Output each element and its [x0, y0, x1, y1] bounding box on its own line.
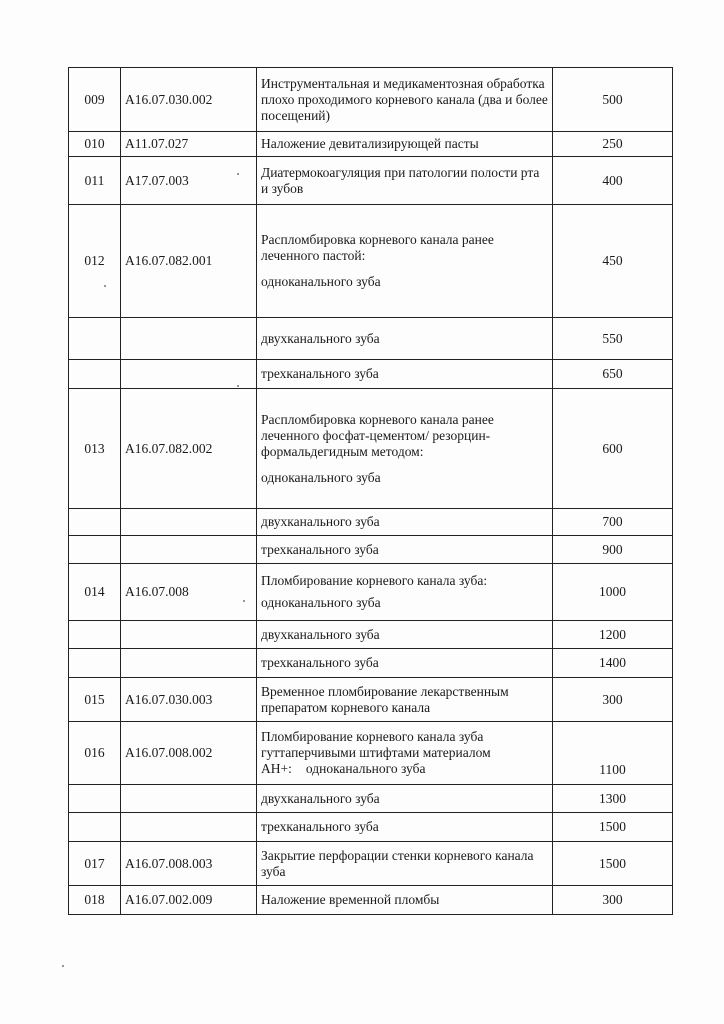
- service-description: Диатермокоагуляция при патологии полости рта и зубов: [257, 157, 553, 205]
- service-description: [257, 205, 553, 318]
- row-number: 013: [69, 389, 121, 509]
- scan-speck: [243, 600, 245, 602]
- scan-speck: [237, 173, 239, 175]
- service-code: A16.07.030.003: [121, 678, 257, 722]
- service-code: A16.07.030.002: [121, 68, 257, 132]
- service-price: 250: [553, 132, 673, 157]
- service-code: A16.07.002.009: [121, 886, 257, 915]
- service-description: Наложение временной пломбы: [257, 886, 553, 915]
- row-number: 016: [69, 722, 121, 785]
- empty-cell: [69, 813, 121, 842]
- service-description: трехканального зуба: [257, 649, 553, 678]
- service-code: A16.07.082.001: [121, 205, 257, 318]
- description-text: Распломбировка корневого канала ранее леченного пастой:: [261, 232, 494, 263]
- empty-cell: [121, 360, 257, 389]
- service-price: 650: [553, 360, 673, 389]
- service-description: двухканального зуба: [257, 318, 553, 360]
- empty-cell: [121, 649, 257, 678]
- description-text: Пломбирование корневого канала зуба гуттаперчивыми штифтами материалом АН+:: [261, 729, 491, 776]
- service-description: Наложение девитализирующей пасты: [257, 132, 553, 157]
- empty-cell: [121, 813, 257, 842]
- service-description: Закрытие перфорации стенки корневого канала зуба: [257, 842, 553, 886]
- table-row: [69, 132, 673, 157]
- service-code: A16.07.082.002: [121, 389, 257, 509]
- service-price: 500: [553, 68, 673, 132]
- empty-cell: [69, 536, 121, 564]
- empty-cell: [121, 318, 257, 360]
- service-price: 1200: [553, 621, 673, 649]
- table-row: [69, 205, 673, 318]
- service-price: 300: [553, 678, 673, 722]
- scan-speck: [104, 285, 106, 287]
- table-row: [69, 649, 673, 678]
- variant-label: одноканального зуба: [261, 469, 381, 485]
- description-text: Пломбирование корневого канала зуба:: [261, 573, 488, 588]
- row-number: 014: [69, 564, 121, 621]
- service-price: 300: [553, 886, 673, 915]
- variant-label: одноканального зуба: [305, 761, 426, 776]
- table-row: [69, 509, 673, 536]
- variant-label: одноканального зуба: [261, 595, 381, 610]
- table-row: [69, 318, 673, 360]
- empty-cell: [121, 536, 257, 564]
- table-row: [69, 813, 673, 842]
- service-description: [257, 389, 553, 509]
- service-description: [257, 564, 553, 621]
- description-text: Распломбировка корневого канала ранее леченного фосфат-цементом/ резорцин-формальдегидным методом:: [261, 411, 494, 459]
- service-description: Инструментальная и медикаментозная обработка плохо проходимого корневого канала (два и более посещений): [257, 68, 553, 132]
- row-number: 012: [69, 205, 121, 318]
- table-row: [69, 785, 673, 813]
- service-price: 900: [553, 536, 673, 564]
- scan-speck: [237, 385, 239, 387]
- service-price: 600: [553, 389, 673, 509]
- service-code: A16.07.008: [121, 564, 257, 621]
- service-price: 400: [553, 157, 673, 205]
- table-row: [69, 842, 673, 886]
- table-row: [69, 722, 673, 785]
- empty-cell: [121, 509, 257, 536]
- row-number: 017: [69, 842, 121, 886]
- row-number: 018: [69, 886, 121, 915]
- empty-cell: [69, 621, 121, 649]
- table-row: [69, 678, 673, 722]
- service-price: 1300: [553, 785, 673, 813]
- service-description: двухканального зуба: [257, 621, 553, 649]
- service-price: 1400: [553, 649, 673, 678]
- table-row: [69, 564, 673, 621]
- service-price: 1500: [553, 842, 673, 886]
- table-row: [69, 389, 673, 509]
- service-price: 700: [553, 509, 673, 536]
- service-price: 450: [553, 205, 673, 318]
- service-code: A11.07.027: [121, 132, 257, 157]
- row-number: 015: [69, 678, 121, 722]
- service-code: A17.07.003: [121, 157, 257, 205]
- service-description: двухканального зуба: [257, 785, 553, 813]
- variant-label: одноканального зуба: [261, 274, 381, 289]
- row-number: 011: [69, 157, 121, 205]
- table-row: [69, 536, 673, 564]
- empty-cell: [121, 785, 257, 813]
- service-description: Временное пломбирование лекарственным препаратом корневого канала: [257, 678, 553, 722]
- service-price: 550: [553, 318, 673, 360]
- service-code: A16.07.008.003: [121, 842, 257, 886]
- service-description: двухканального зуба: [257, 509, 553, 536]
- table-row: [69, 68, 673, 132]
- service-description: трехканального зуба: [257, 536, 553, 564]
- scan-speck: [62, 965, 64, 967]
- service-description: [257, 722, 553, 785]
- table-row: [69, 157, 673, 205]
- service-price: 1000: [553, 564, 673, 621]
- empty-cell: [69, 509, 121, 536]
- table-row: [69, 886, 673, 915]
- row-number: 010: [69, 132, 121, 157]
- service-description: трехканального зуба: [257, 813, 553, 842]
- service-code: A16.07.008.002: [121, 722, 257, 785]
- empty-cell: [69, 360, 121, 389]
- service-description: трехканального зуба: [257, 360, 553, 389]
- service-price: 1100: [553, 722, 673, 785]
- row-number: 009: [69, 68, 121, 132]
- empty-cell: [69, 318, 121, 360]
- empty-cell: [69, 785, 121, 813]
- table-row: [69, 360, 673, 389]
- table-row: [69, 621, 673, 649]
- empty-cell: [121, 621, 257, 649]
- service-price: 1500: [553, 813, 673, 842]
- price-table: [68, 67, 673, 915]
- empty-cell: [69, 649, 121, 678]
